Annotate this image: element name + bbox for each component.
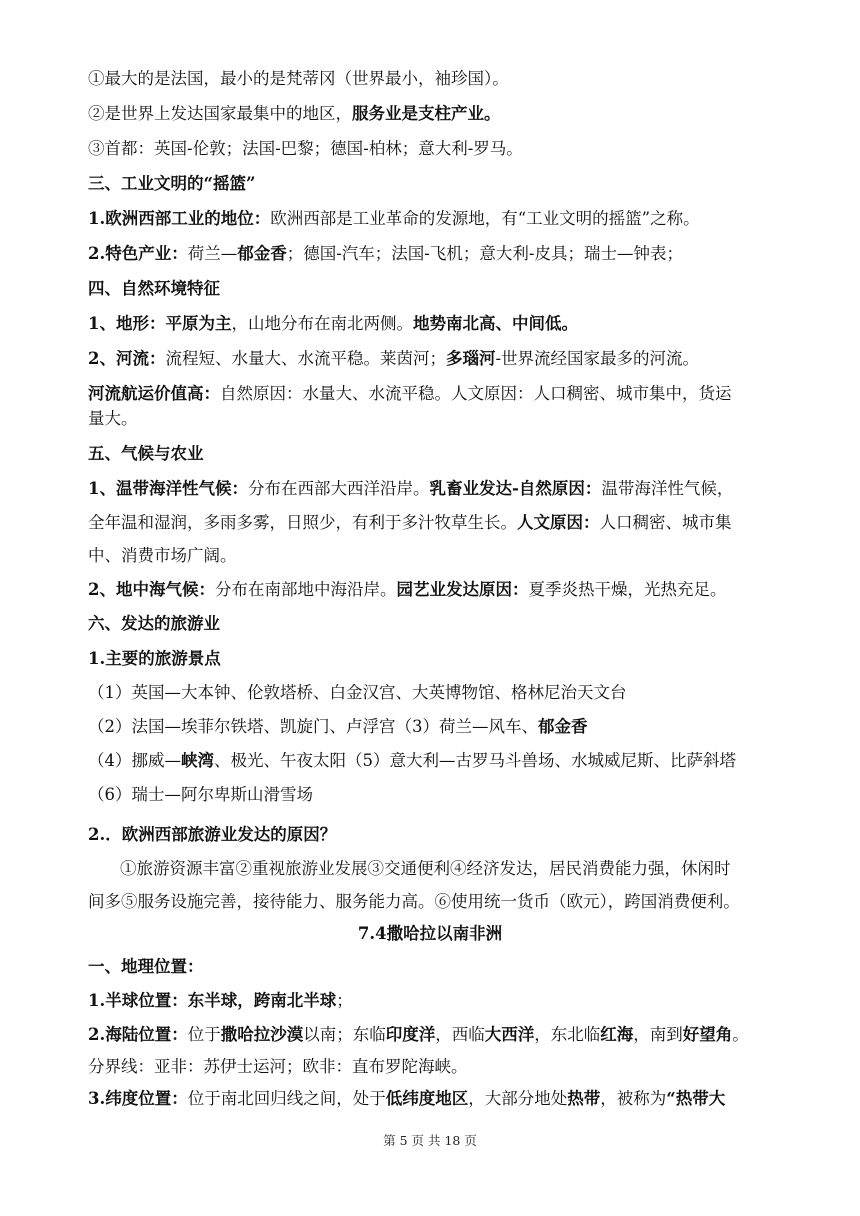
line-2	[88, 104, 780, 124]
bold-text: 东半球，跨南北半球	[187, 991, 337, 1010]
text: 、极光、午夜太阳（5）意大利—古罗马斗兽场、水城威尼斯、比萨斜塔	[214, 751, 736, 770]
bold-text: 1.欧洲西部工业的地位：	[88, 209, 271, 228]
bold-text: 六、发达的旅游业	[88, 614, 220, 633]
line-18	[88, 649, 780, 669]
line-25	[88, 892, 780, 912]
line-30	[88, 1057, 780, 1077]
text: 全年温和湿润，多雨多雾，日照少，有利于多汁牧草生长。	[88, 513, 517, 532]
bold-text: 红海	[600, 1025, 634, 1044]
bold-text: 郁金香	[237, 244, 287, 263]
line-11	[88, 409, 780, 429]
line-20	[88, 717, 780, 737]
bold-text: 2.海陆位置：	[88, 1025, 188, 1044]
bold-text: 低纬度地区	[385, 1089, 469, 1108]
text: 温带海洋性气候，	[601, 479, 734, 498]
bold-text: 热带	[567, 1089, 601, 1108]
bold-text: 1、温带海洋性气候：	[88, 479, 248, 498]
text: （2）法国—埃菲尔铁塔、凯旋门、卢浮宫（3）荷兰—风车、	[88, 717, 538, 736]
section-heading-tourism	[88, 614, 780, 634]
bold-text: 印度洋	[385, 1025, 436, 1044]
bold-text: 地势南北高、中间低。	[412, 314, 578, 333]
line-13	[88, 479, 780, 499]
text: 欧洲西部是工业革命的发源地，有“工业文明的摇篮”之称。	[270, 209, 700, 228]
bold-text: 服务业是支柱产业。	[352, 104, 501, 123]
bold-text: 五、气候与农业	[88, 444, 204, 463]
text: 分布在西部大西洋沿岸。	[247, 479, 430, 498]
line-14	[88, 513, 780, 533]
text: 间多⑤服务设施完善，接待能力、服务能力高。⑥使用统一货币（欧元），跨国消费便利。	[88, 892, 740, 911]
chapter-title	[0, 924, 860, 944]
text: 自然原因：水量大、水流平稳。人文原因：人口稠密、城市集中，货运	[220, 384, 732, 403]
bold-text: 2、地中海气候：	[88, 580, 215, 599]
line-21	[88, 751, 780, 771]
text: 位于南北回归线之间，处于	[187, 1089, 386, 1108]
text: 人口稠密、城市集	[599, 513, 732, 532]
bold-text: 1.主要的旅游景点	[88, 649, 221, 668]
text: ，被称为	[600, 1089, 667, 1108]
text: ，西临	[435, 1025, 485, 1044]
section-heading-nature	[88, 279, 780, 299]
bold-text: 三、工业文明的“摇篮”	[88, 174, 256, 193]
bold-text: 峡湾	[181, 751, 214, 770]
text: ②是世界上发达国家最集中的地区，	[88, 104, 352, 123]
bold-text: 2.特色产业：	[88, 244, 188, 263]
text: 。	[732, 1025, 749, 1044]
bold-text: 大西洋	[484, 1025, 535, 1044]
line-5	[88, 209, 780, 229]
text: ①最大的是法国，最小的是梵蒂冈（世界最小，袖珍国）。	[88, 69, 509, 88]
line-31	[88, 1089, 780, 1109]
section-heading-location	[88, 957, 780, 977]
text: ，大部分地处	[468, 1089, 568, 1108]
line-10	[88, 384, 780, 404]
bold-text: 一、地理位置：	[88, 957, 204, 976]
bold-text: 7.4撒哈拉以南非洲	[357, 924, 503, 943]
text: 夏季炎热干燥，光热充足。	[528, 580, 727, 599]
bold-text: 撒哈拉沙漠	[220, 1025, 304, 1044]
text: 位于	[187, 1025, 221, 1044]
line-1	[88, 69, 780, 89]
text: 量大。	[88, 409, 138, 428]
bold-text: 好望角	[682, 1025, 733, 1044]
line-8	[88, 314, 780, 334]
bold-text: 多瑙河	[445, 349, 496, 368]
line-9	[88, 349, 780, 369]
line-3	[88, 139, 780, 159]
text: （1）英国—大本钟、伦敦塔桥、白金汉宫、大英博物馆、格林尼治天文台	[88, 683, 627, 702]
text: ，南到	[633, 1025, 683, 1044]
line-29	[88, 1025, 780, 1045]
text: 荷兰—	[187, 244, 238, 263]
bold-text: 乳畜业发达-自然原因：	[429, 479, 602, 498]
line-24	[120, 859, 780, 879]
bold-text: 平原为主	[165, 314, 232, 333]
text: ，山地分布在南北两侧。	[231, 314, 413, 333]
bold-text: 1.半球位置：	[88, 991, 188, 1010]
bold-text: 郁金香	[538, 717, 588, 736]
text: 以南；东临	[303, 1025, 386, 1044]
text: 流程短、水量大、水流平稳。莱茵河；	[165, 349, 446, 368]
line-22	[88, 785, 780, 805]
page-footer: 第 5 页 共 18 页	[383, 1133, 477, 1148]
text: 中、消费市场广阔。	[88, 546, 237, 565]
bold-text: 人文原因：	[517, 513, 600, 532]
line-6	[88, 244, 780, 264]
text: 分布在南部地中海沿岸。	[214, 580, 397, 599]
section-heading-industry	[88, 174, 780, 194]
line-28	[88, 991, 780, 1011]
bold-text: 园艺业发达原因：	[396, 580, 529, 599]
text: ；	[336, 991, 353, 1010]
line-23	[88, 825, 780, 845]
text: ，东北临	[534, 1025, 601, 1044]
text: ③首都：英国-伦敦；法国-巴黎；德国-柏林；意大利-罗马。	[88, 139, 523, 158]
bold-text: “热带大	[666, 1089, 726, 1108]
bold-text: 2、河流：	[88, 349, 166, 368]
text: ；德国-汽车；法国-飞机；意大利-皮具；瑞士—钟表；	[286, 244, 683, 263]
text: （4）挪威—	[88, 751, 181, 770]
bold-text: 四、自然环境特征	[88, 279, 220, 298]
line-16	[88, 580, 780, 600]
bold-text: 1、地形：	[88, 314, 166, 333]
text: -世界流经国家最多的河流。	[495, 349, 700, 368]
text: （6）瑞士—阿尔卑斯山滑雪场	[88, 785, 313, 804]
text: 分界线：亚非：苏伊士运河；欧非：直布罗陀海峡。	[88, 1057, 468, 1076]
line-19	[88, 683, 780, 703]
line-15	[88, 546, 780, 566]
bold-text: 2.．欧洲西部旅游业发达的原因？	[88, 825, 337, 844]
bold-text: 3.纬度位置：	[88, 1089, 188, 1108]
section-heading-climate	[88, 444, 780, 464]
bold-text: 河流航运价值高：	[88, 384, 220, 403]
text: ①旅游资源丰富②重视旅游业发展③交通便利④经济发达，居民消费能力强，休闲时	[120, 859, 731, 878]
